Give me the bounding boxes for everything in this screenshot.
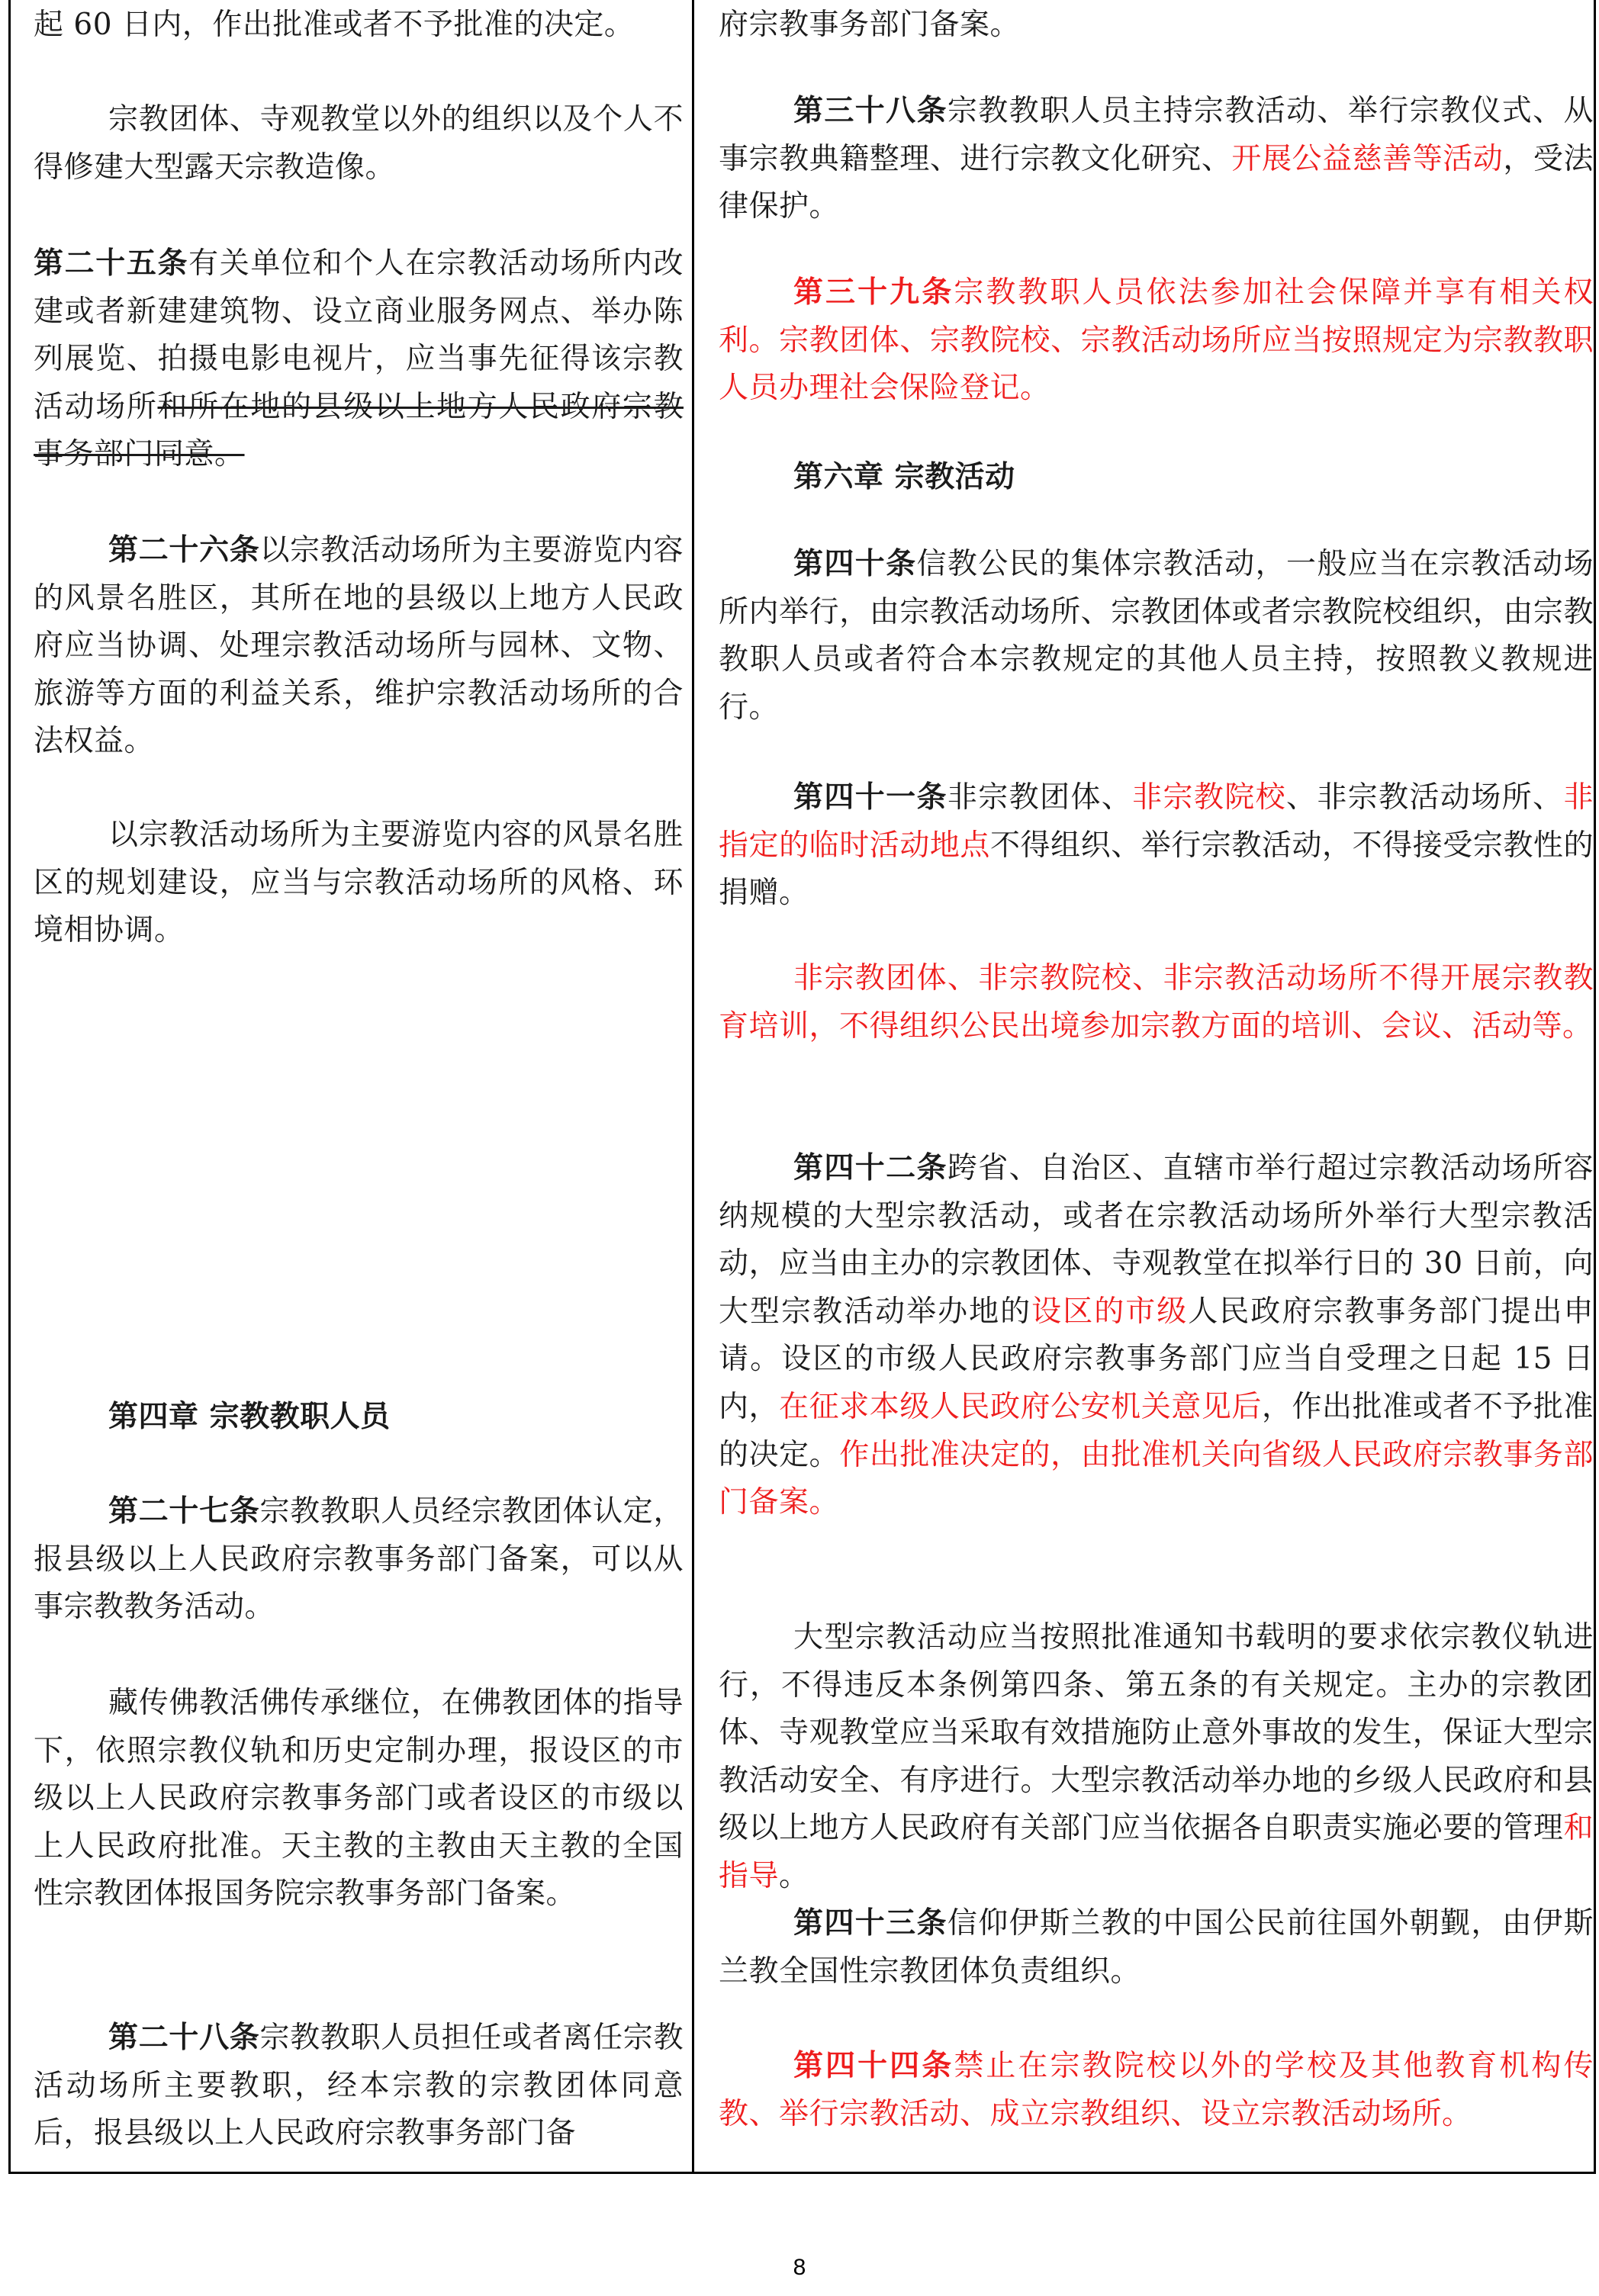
article-27: 第二十七条宗教教职人员经宗教团体认定，报县级以上人民政府宗教事务部门备案，可以从事宗教教务活动。 <box>34 1494 684 1625</box>
left-paragraph-7: 藏传佛教活佛传承继位，在佛教团体的指导下，依照宗教仪轨和历史定制办理，报设区的市级以上人民政府宗教事务部门或者设区的市级以上人民政府批准。天主教的主教由天主教的全国性宗教团体报国务院宗教事务部门备案。 <box>34 1686 684 1912</box>
article-44: 第四十四条禁止在宗教院校以外的学校及其他教育机构传教、举行宗教活动、成立宗教组织、设立宗教活动场所。 <box>719 2048 1594 2131</box>
left-paragraph-1: 起 60 日内，作出批准或者不予批准的决定。 <box>34 8 635 42</box>
article-39-title: 第三十九条 <box>793 275 954 310</box>
article-40-title: 第四十条 <box>793 546 917 581</box>
page-number: 8 <box>793 2255 806 2280</box>
article-38: 第三十八条宗教教职人员主持宗教活动、举行宗教仪式、从事宗教典籍整理、进行宗教文化研究、开展公益慈善等活动，受法律保护。 <box>719 93 1594 224</box>
article-44-title: 第四十四条 <box>793 2048 954 2083</box>
article-41-title: 第四十一条 <box>793 780 947 815</box>
left-paragraph-5: 以宗教活动场所为主要游览内容的风景名胜区的规划建设，应当与宗教活动场所的风格、环境相协调。 <box>34 818 684 948</box>
article-41-paragraph-2: 非宗教团体、非宗教院校、非宗教活动场所不得开展宗教教育培训，不得组织公民出境参加宗教方面的培训、会议、活动等。 <box>719 961 1594 1043</box>
right-paragraph-1: 府宗教事务部门备案。 <box>719 8 1021 42</box>
article-42: 第四十二条跨省、自治区、直辖市举行超过宗教活动场所容纳规模的大型宗教活动，或者在宗教活动场所外举行大型宗教活动，应当由主办的宗教团体、寺观教堂在拟举行日的 30 日前，向大型宗教活动举办地的设区的市级人民政府宗教事务部门提出申请。设区的市级人民政府宗教事务部门应当自受理之日起 15 日内，在征求本级人民政府公安机关意见后，作出批准或者不予批准的决定。作出批准决定的，由批准机关向省级人民政府宗教事务部门备案。 <box>719 1150 1594 1520</box>
article-25-title: 第二十五条 <box>34 246 189 281</box>
article-26-title: 第二十六条 <box>108 532 260 568</box>
struck-text: 和所在地的县级以上地方人民政府宗教事务部门同意。 <box>34 389 684 472</box>
comparison-table <box>8 0 1596 2174</box>
article-25: 第二十五条有关单位和个人在宗教活动场所内改建或者新建建筑物、设立商业服务网点、举办陈列展览、拍摄电影电视片，应当事先征得该宗教活动场所和所在地的县级以上地方人民政府宗教事务部门同意。 <box>34 246 684 472</box>
article-26: 第二十六条以宗教活动场所为主要游览内容的风景名胜区，其所在地的县级以上地方人民政府应当协调、处理宗教活动场所与园林、文物、旅游等方面的利益关系，维护宗教活动场所的合法权益。 <box>34 532 684 759</box>
chapter-6-heading: 第六章 宗教活动 <box>793 459 1015 494</box>
article-39: 第三十九条宗教教职人员依法参加社会保障并享有相关权利。宗教团体、宗教院校、宗教活动场所应当按照规定为宗教教职人员办理社会保险登记。 <box>719 275 1594 406</box>
article-41: 第四十一条非宗教团体、非宗教院校、非宗教活动场所、非指定的临时活动地点不得组织、举行宗教活动，不得接受宗教性的捐赠。 <box>719 780 1594 911</box>
article-28: 第二十八条宗教教职人员担任或者离任宗教活动场所主要教职，经本宗教的宗教团体同意后，报县级以上人民政府宗教事务部门备 <box>34 2020 684 2151</box>
column-divider <box>692 0 694 2172</box>
chapter-4-heading: 第四章 宗教教职人员 <box>108 1399 391 1434</box>
article-40: 第四十条信教公民的集体宗教活动，一般应当在宗教活动场所内举行，由宗教活动场所、宗教团体或者宗教院校组织，由宗教教职人员或者符合本宗教规定的其他人员主持，按照教义教规进行。 <box>719 546 1594 725</box>
article-42-title: 第四十二条 <box>793 1150 947 1185</box>
article-28-title: 第二十八条 <box>108 2020 260 2055</box>
article-38-title: 第三十八条 <box>793 93 947 128</box>
article-43: 第四十三条信仰伊斯兰教的中国公民前往国外朝觐，由伊斯兰教全国性宗教团体负责组织。 <box>719 1905 1594 1989</box>
left-paragraph-2: 宗教团体、寺观教堂以外的组织以及个人不得修建大型露天宗教造像。 <box>34 102 684 185</box>
article-27-title: 第二十七条 <box>108 1494 260 1529</box>
article-42-paragraph-2: 大型宗教活动应当按照批准通知书载明的要求依宗教仪轨进行，不得违反本条例第四条、第五条的有关规定。主办的宗教团体、寺观教堂应当采取有效措施防止意外事故的发生，保证大型宗教活动安全、有序进行。大型宗教活动举办地的乡级人民政府和县级以上地方人民政府有关部门应当依据各自职责实施必要的管理和指导。 <box>719 1620 1594 1893</box>
article-43-title: 第四十三条 <box>793 1905 947 1941</box>
